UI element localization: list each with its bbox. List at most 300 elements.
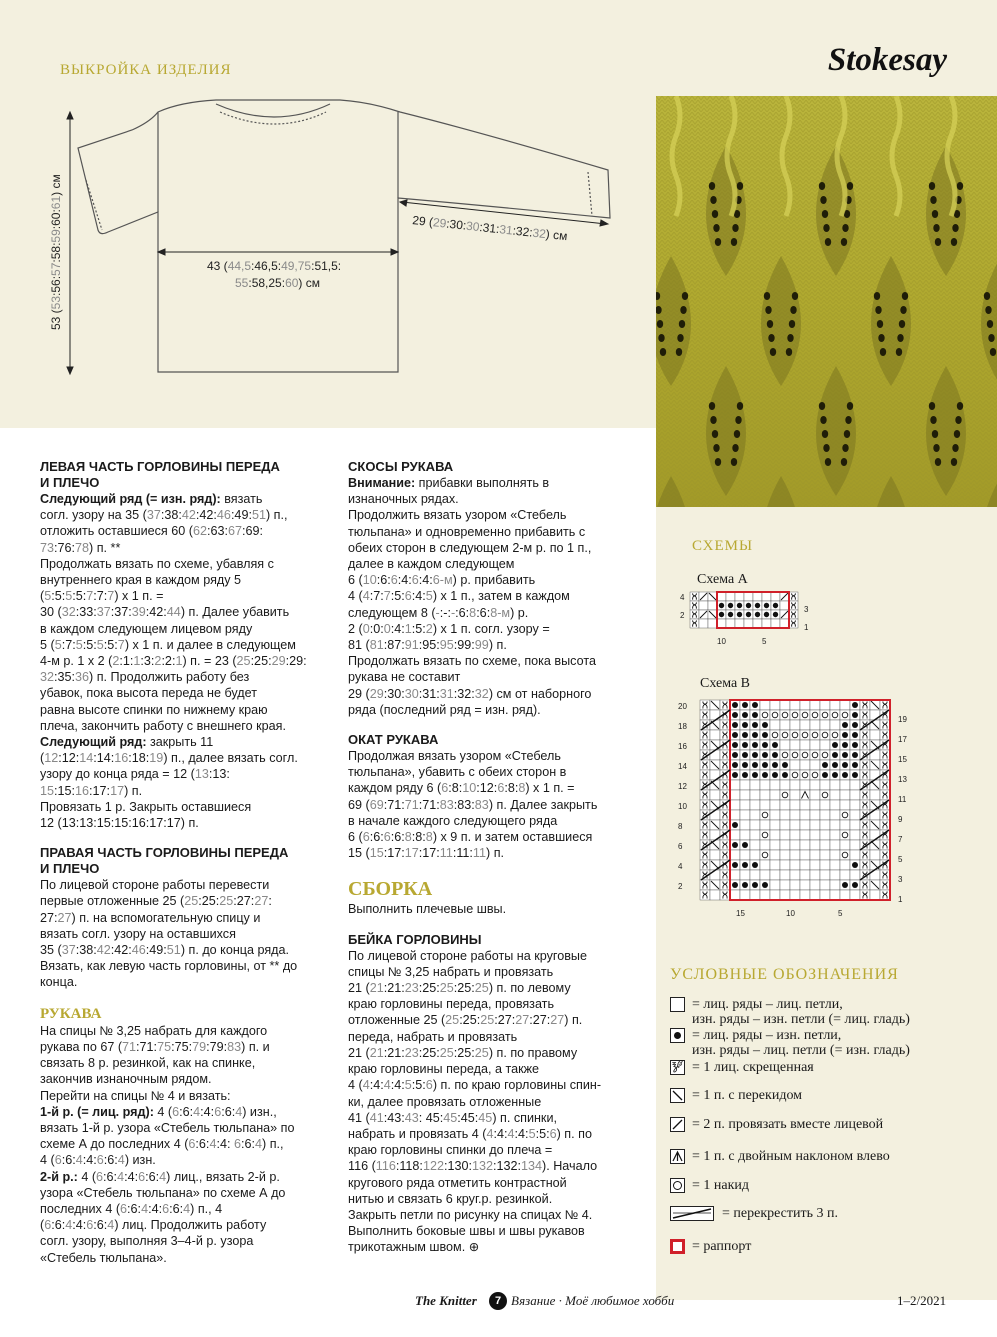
chart-cell xyxy=(860,890,870,900)
chart-cell xyxy=(860,860,870,870)
text-run: :75: xyxy=(171,1039,193,1054)
eyelet xyxy=(900,306,906,314)
chart-cell xyxy=(830,850,840,860)
eyelet xyxy=(929,182,935,190)
text-run: 4 ( xyxy=(153,1104,173,1119)
chart-cell xyxy=(750,820,760,830)
text-line xyxy=(348,475,648,491)
size-value: 27 xyxy=(254,894,269,909)
chart-cell xyxy=(810,860,820,870)
purl-mark xyxy=(852,732,858,738)
eyelet xyxy=(984,292,990,300)
chart-cell xyxy=(880,780,890,790)
size-value: 46 xyxy=(131,943,146,958)
purl-mark xyxy=(764,612,769,617)
chart-cell xyxy=(789,619,798,628)
chart-cell xyxy=(830,860,840,870)
chart-cell xyxy=(700,820,710,830)
size-value: 14 xyxy=(79,751,94,766)
eyelet xyxy=(951,238,957,246)
chart-cell xyxy=(740,810,750,820)
text-line xyxy=(40,653,340,669)
chart-cell xyxy=(800,730,810,740)
text-run: 29 ( xyxy=(348,686,370,701)
chart-cell xyxy=(750,830,760,840)
eyelet xyxy=(737,402,743,410)
legend-line: = 1 п. с двойным наклоном влево xyxy=(692,1149,890,1164)
text-run: :25: xyxy=(198,894,220,909)
text-run: :6: xyxy=(93,1218,108,1233)
text-run: ) р. прибавить xyxy=(452,573,536,588)
knit-fabric-photo xyxy=(656,96,997,507)
dim-part: ) см xyxy=(545,227,569,244)
size-value: 6 xyxy=(383,830,391,845)
dim-part: 53 xyxy=(49,295,63,310)
text-run: 5 ( xyxy=(40,637,55,652)
text-line xyxy=(40,1039,340,1055)
size-value: 6 xyxy=(404,589,412,604)
size-value: 4 xyxy=(193,1104,201,1119)
size-value: 10 xyxy=(462,781,477,796)
eyelet xyxy=(932,210,938,218)
purl-mark xyxy=(755,612,760,617)
chart-cell xyxy=(840,800,850,810)
text-run: :6: xyxy=(455,605,470,620)
text-run: каждом ряду 6 ( xyxy=(348,781,442,796)
size-value: 6 xyxy=(233,1137,241,1152)
purl-mark xyxy=(852,722,858,728)
chart-cell xyxy=(735,619,744,628)
text-run: :99: xyxy=(453,638,475,653)
chart-cell xyxy=(810,780,820,790)
text-line xyxy=(40,974,340,990)
purl-mark xyxy=(852,762,858,768)
eyelet xyxy=(768,334,774,342)
text-run: И ПЛЕЧО xyxy=(40,861,100,877)
size-value: 45 xyxy=(478,1110,493,1125)
text-run: ) изн. xyxy=(124,1153,156,1168)
text-run: :31: xyxy=(418,686,440,701)
legend-title: УСЛОВНЫЕ ОБОЗНАЧЕНИЯ xyxy=(670,966,899,983)
size-value: 6 xyxy=(162,1201,170,1216)
size-value: 45 xyxy=(443,1110,458,1125)
size-value: 25 xyxy=(236,654,251,669)
chart-cell xyxy=(720,890,730,900)
chart-cell xyxy=(800,720,810,730)
section-heading xyxy=(40,475,340,491)
text-run: ) п. по краю горловины спин- xyxy=(432,1078,602,1093)
legend-line: = 1 лиц. скрещенная xyxy=(692,1060,814,1075)
size-value: 32 xyxy=(40,670,55,685)
eyelet xyxy=(874,292,880,300)
size-value: 43 xyxy=(404,1110,419,1125)
chart-b-row-label: 11 xyxy=(898,795,907,804)
chart-cell xyxy=(860,740,870,750)
text-run: :4: xyxy=(514,1126,529,1141)
chart-cell xyxy=(710,730,720,740)
size-value: 25 xyxy=(439,981,454,996)
spacer xyxy=(348,718,648,732)
eyelet xyxy=(930,416,936,424)
text-run: тюльпана», убавить с обеих сторон в xyxy=(348,765,567,780)
text-run: :21: xyxy=(383,981,405,996)
size-value: 6 xyxy=(188,1137,196,1152)
size-value: 4 xyxy=(141,1201,149,1216)
eyelet xyxy=(929,402,935,410)
eyelet xyxy=(680,306,686,314)
text-run: ) п. до конца ряда. xyxy=(180,943,290,958)
text-line xyxy=(40,718,340,734)
chart-cell xyxy=(790,890,800,900)
chart-cell xyxy=(870,890,880,900)
chart-cell xyxy=(720,880,730,890)
chart-cell xyxy=(753,619,762,628)
text-run: ) п. на вспомогательную спицу и xyxy=(71,910,261,925)
text-run: в начале каждого следующего ряда xyxy=(348,813,558,828)
eyelet xyxy=(819,182,825,190)
text-run: 2-й р.: xyxy=(40,1169,78,1184)
chart-cell xyxy=(790,870,800,880)
chart-cell xyxy=(880,850,890,860)
text-line xyxy=(348,1142,648,1158)
text-line xyxy=(348,1110,648,1126)
eyelet xyxy=(877,320,883,328)
chart-cell xyxy=(810,820,820,830)
chart-cell xyxy=(790,820,800,830)
text-run: :79: xyxy=(206,1039,228,1054)
text-run: СБОРКА xyxy=(348,878,433,901)
size-value: 51 xyxy=(166,943,181,958)
chart-cell xyxy=(790,800,800,810)
size-value: 5 xyxy=(96,637,104,652)
text-run: кругового ряда отметить контрастной xyxy=(348,1175,567,1190)
text-run: :6: xyxy=(221,1104,236,1119)
text-run: ) п. по правому xyxy=(488,1045,578,1060)
text-run: 4 ( xyxy=(40,1153,55,1168)
chart-cell xyxy=(830,720,840,730)
size-value: 42 xyxy=(181,508,196,523)
eyelet xyxy=(823,444,829,452)
dim-part: 57 xyxy=(49,262,63,276)
chart-cell xyxy=(800,840,810,850)
chart-cell xyxy=(880,870,890,880)
chart-cell xyxy=(780,830,790,840)
chart-cell xyxy=(840,780,850,790)
text-run: 1-й р. (= лиц. ряд): xyxy=(40,1104,154,1119)
text-run: :35: xyxy=(54,670,76,685)
chart-b-title: Схема В xyxy=(700,676,751,691)
section-heading xyxy=(348,732,648,748)
chart-a-col-label: 5 xyxy=(762,637,767,646)
chart-b-row-label: 3 xyxy=(898,875,903,884)
size-value: 44 xyxy=(166,605,181,620)
text-run: ) п. спинки, xyxy=(492,1110,557,1125)
text-run: ) х 1 п. согл. узору = xyxy=(432,621,550,636)
chart-a-row-label: 3 xyxy=(804,605,809,614)
legend-line: изн. ряды – лиц. петли (= изн. гладь) xyxy=(692,1043,910,1058)
dim-part: 29 xyxy=(432,215,448,231)
size-value: 10 xyxy=(362,573,377,588)
text-run: прибавки выполнять в xyxy=(415,476,550,490)
purl-mark xyxy=(752,862,758,868)
chart-cell xyxy=(810,810,820,820)
chart-cell xyxy=(830,890,840,900)
chart-cell xyxy=(740,790,750,800)
text-run: набрать и провязать 4 ( xyxy=(348,1126,487,1141)
dim-part: ) см xyxy=(49,174,63,196)
chart-cell xyxy=(789,592,798,601)
eyelet xyxy=(902,292,908,300)
chart-cell xyxy=(700,830,710,840)
chart-cell xyxy=(770,840,780,850)
dim-part: :51,5: xyxy=(311,259,342,273)
size-value: 7 xyxy=(117,637,125,652)
text-run: :4: xyxy=(200,1104,215,1119)
eyelet xyxy=(764,292,770,300)
dim-part: 43 ( xyxy=(207,259,228,273)
dim-part: 31 xyxy=(498,222,514,238)
text-run: 2 ( xyxy=(348,621,363,636)
text-run: Следующий ряд (= изн. ряд): xyxy=(40,492,221,506)
chart-cell xyxy=(760,870,770,880)
chart-cell xyxy=(810,740,820,750)
text-run: :5: xyxy=(103,637,118,652)
text-run: первые отложенные 25 ( xyxy=(40,894,185,909)
chart-cell xyxy=(690,601,699,610)
size-value: 5 xyxy=(528,1126,536,1141)
text-run: 30 ( xyxy=(40,605,62,620)
text-run: согл. узору на 35 ( xyxy=(40,508,147,523)
legend-text xyxy=(692,1149,890,1164)
chart-a-title: Схема А xyxy=(697,572,748,587)
text-run: :95: xyxy=(418,638,440,653)
text-line xyxy=(40,588,340,604)
text-run: 27: xyxy=(40,910,58,925)
eyelet xyxy=(770,348,776,356)
size-value: 42 xyxy=(96,943,111,958)
eyelet xyxy=(844,430,850,438)
text-run: следующем 8 ( xyxy=(348,605,436,620)
text-run: :132: xyxy=(492,1159,521,1174)
text-line xyxy=(348,524,648,540)
purl-mark xyxy=(742,712,748,718)
text-line xyxy=(40,893,340,909)
text-line xyxy=(40,685,340,701)
chart-cell xyxy=(870,710,880,720)
chart-cell xyxy=(810,790,820,800)
instructions-column-left xyxy=(40,459,340,1266)
size-value: 4 xyxy=(159,1169,167,1184)
dim-part: ) см xyxy=(298,276,321,290)
legend-line: = перекрестить 3 п. xyxy=(722,1206,838,1221)
text-line xyxy=(348,686,648,702)
text-run: ) п. xyxy=(124,783,143,798)
chart-cell xyxy=(780,750,790,760)
text-run: :71: xyxy=(418,797,440,812)
text-line xyxy=(348,780,648,796)
chart-cell xyxy=(880,700,890,710)
size-value: 11 xyxy=(439,846,453,861)
dim-part: :58,25: xyxy=(248,276,286,290)
text-run: ) п. Продолжить работу без xyxy=(89,670,250,685)
chart-b-row-label: 16 xyxy=(678,742,687,751)
text-line xyxy=(348,813,648,829)
chart-cell xyxy=(840,870,850,880)
eyelet xyxy=(822,430,828,438)
text-run: :118: xyxy=(395,1159,423,1174)
eyelet xyxy=(676,348,682,356)
size-value: 25 xyxy=(219,894,234,909)
size-value: 19 xyxy=(149,751,164,766)
chart-cell xyxy=(850,890,860,900)
chart-cell xyxy=(730,830,740,840)
chart-a-row-label: 2 xyxy=(680,611,685,620)
text-line xyxy=(40,523,340,539)
purl-mark xyxy=(842,752,848,758)
text-run: ) п. по xyxy=(556,1126,592,1141)
eyelet xyxy=(820,196,826,204)
text-run: конца. xyxy=(40,975,78,990)
double-decrease-icon xyxy=(670,1149,685,1164)
eyelet xyxy=(677,334,683,342)
purl-mark xyxy=(852,752,858,758)
chart-cell xyxy=(840,810,850,820)
text-run: плеча, закончить работу с внешнего края. xyxy=(40,718,286,733)
dim-part: 44,5 xyxy=(227,259,252,273)
chart-cell xyxy=(710,810,720,820)
purl-mark xyxy=(742,732,748,738)
chart-cell xyxy=(850,790,860,800)
purl-mark xyxy=(742,882,748,888)
eyelet xyxy=(988,334,994,342)
text-line xyxy=(348,540,648,556)
issue-badge: 7 xyxy=(489,1292,507,1310)
text-run: :3: xyxy=(140,654,155,669)
legend-text xyxy=(692,1060,814,1075)
chart-cell xyxy=(810,830,820,840)
section-heading xyxy=(348,932,648,948)
size-value: 17 xyxy=(110,783,125,798)
text-line xyxy=(348,1126,648,1142)
eyelet xyxy=(985,306,991,314)
text-run: :4: xyxy=(148,1201,163,1216)
text-run: :6: xyxy=(369,830,384,845)
legend-text xyxy=(692,1239,751,1254)
k2tog-icon xyxy=(670,1117,685,1132)
size-value: 4 xyxy=(255,1137,263,1152)
size-value: 83 xyxy=(439,797,454,812)
text-run: Следующий ряд: xyxy=(40,735,147,750)
purl-mark xyxy=(832,752,838,758)
chart-b-row-label: 18 xyxy=(678,722,687,731)
size-value: 16 xyxy=(75,783,90,798)
purl-mark xyxy=(852,742,858,748)
text-line xyxy=(348,829,648,845)
size-value: 8-м xyxy=(490,605,511,620)
chart-cell xyxy=(790,730,800,740)
eyelet xyxy=(715,238,721,246)
text-run: На спицы № 3,25 набрать для каждого xyxy=(40,1023,268,1038)
chart-cell xyxy=(780,720,790,730)
purl-mark xyxy=(732,712,738,718)
chart-cell xyxy=(700,890,710,900)
eyelet xyxy=(841,458,847,466)
purl-mark xyxy=(752,762,758,768)
chart-cell xyxy=(720,780,730,790)
size-value: 23 xyxy=(404,1045,419,1060)
text-line xyxy=(348,1158,648,1174)
text-run: ) п., xyxy=(262,1137,284,1152)
size-value: 5 xyxy=(65,589,73,604)
text-line xyxy=(348,1077,648,1093)
chart-b-row-label: 2 xyxy=(678,882,683,891)
chart-cell xyxy=(720,820,730,830)
dim-part: :31: xyxy=(478,220,501,237)
size-value: 7 xyxy=(86,589,94,604)
legend-text xyxy=(692,997,910,1027)
size-value: 6 xyxy=(425,1078,433,1093)
purl-mark xyxy=(728,603,733,608)
size-value: 91 xyxy=(404,638,419,653)
text-run: согл. узору, выполняя 3–4-й р. узора xyxy=(40,1234,254,1249)
text-run: краю горловины переда, провязать xyxy=(348,997,555,1012)
chart-cell xyxy=(810,700,820,710)
brand-name: Stokesay xyxy=(827,42,947,78)
chart-cell xyxy=(820,880,830,890)
text-run: :6: xyxy=(390,830,405,845)
legend-text xyxy=(692,1178,749,1193)
text-run: нитью и связать 6 круг.р. резинкой. xyxy=(348,1191,553,1206)
text-run: :4: xyxy=(397,573,412,588)
eyelet xyxy=(787,334,793,342)
text-run: :4: xyxy=(82,1153,97,1168)
chart-cell xyxy=(760,810,770,820)
size-value: 8 xyxy=(425,830,433,845)
chart-cell xyxy=(840,860,850,870)
text-run: :49: xyxy=(145,943,167,958)
text-run: :38: xyxy=(160,508,182,523)
chart-cell xyxy=(880,720,890,730)
chart-cell xyxy=(699,601,708,610)
chart-cell xyxy=(810,730,820,740)
size-value: 25 xyxy=(184,894,199,909)
footer-magazine: The Knitter xyxy=(415,1293,477,1308)
chart-cell xyxy=(780,780,790,790)
purl-mark xyxy=(762,882,768,888)
text-line xyxy=(348,491,648,507)
chart-cell xyxy=(720,700,730,710)
text-run: вязать xyxy=(220,492,263,506)
purl-mark xyxy=(742,722,748,728)
chart-cell xyxy=(850,780,860,790)
chart-cell xyxy=(720,750,730,760)
purl-mark xyxy=(732,742,738,748)
chart-cell xyxy=(800,710,810,720)
text-run: :7: xyxy=(61,637,76,652)
chart-cell xyxy=(730,850,740,860)
chart-b-row-label: 10 xyxy=(678,802,687,811)
text-run: :6: xyxy=(51,1218,66,1233)
text-run: :25: xyxy=(453,1045,475,1060)
text-line xyxy=(40,1185,340,1201)
text-line xyxy=(40,507,340,523)
text-run: :5: xyxy=(411,621,426,636)
chart-b-row-label: 8 xyxy=(678,822,683,831)
dim-part: 59 xyxy=(49,229,63,243)
dim-part: 32 xyxy=(531,225,547,242)
text-line xyxy=(40,540,340,556)
text-line xyxy=(40,1088,340,1104)
